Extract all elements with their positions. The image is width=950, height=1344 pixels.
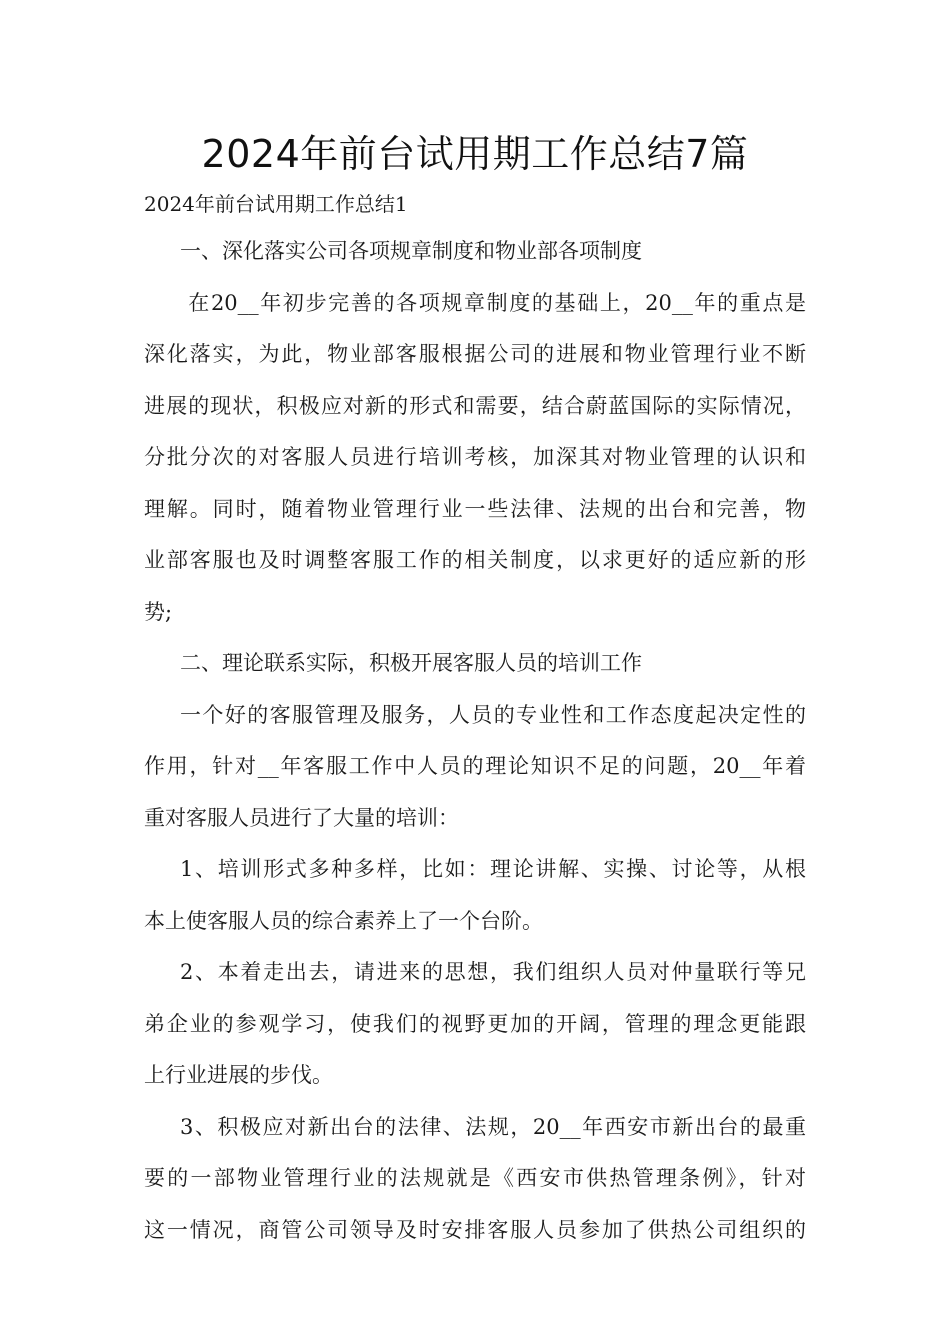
heading-2: 二、理论联系实际，积极开展客服人员的培训工作 <box>180 651 642 675</box>
section-title: 2024年前台试用期工作总结1 <box>144 192 408 216</box>
paragraph-line: 势; <box>144 599 173 624</box>
list-item-2-line: 上行业进展的步伐。 <box>144 1063 333 1087</box>
paragraph-line: 重对客服人员进行了大量的培训： <box>144 805 459 830</box>
document-title: 2024年前台试用期工作总结7篇 <box>201 132 749 176</box>
heading-1: 一、深化落实公司各项规章制度和物业部各项制度 <box>180 239 642 263</box>
paragraph-line: 理解。同时，随着物业管理行业一些法律、法规的出台和完善，物 <box>144 496 806 521</box>
paragraph-line: 分批分次的对客服人员进行培训考核，加深其对物业管理的认识和 <box>144 445 806 469</box>
list-item-3-line: 3、积极应对新出台的法律、法规，20__年西安市新出台的最重 <box>180 1114 806 1139</box>
list-item-3-line: 这一情况，商管公司领导及时安排客服人员参加了供热公司组织的 <box>144 1217 806 1242</box>
list-item-2-line: 弟企业的参观学习，使我们的视野更加的开阔，管理的理念更能跟 <box>144 1011 806 1036</box>
list-item-1-line: 本上使客服人员的综合素养上了一个台阶。 <box>144 908 543 933</box>
document-body <box>144 226 806 1256</box>
paragraph-line: 作用，针对__年客服工作中人员的理论知识不足的问题，20__年着 <box>144 754 806 778</box>
list-item-1-line: 1、培训形式多种多样，比如：理论讲解、实操、讨论等，从根 <box>180 857 806 881</box>
list-item-3-line: 要的一部物业管理行业的法规就是《西安市供热管理条例》，针对 <box>144 1166 806 1190</box>
paragraph-line: 一个好的客服管理及服务，人员的专业性和工作态度起决定性的 <box>180 702 806 727</box>
paragraph-line: 进展的现状，积极应对新的形式和需要，结合蔚蓝国际的实际情况， <box>144 393 806 418</box>
list-item-2-line: 2、本着走出去，请进来的思想，我们组织人员对仲量联行等兄 <box>180 960 806 984</box>
paragraph-line: 深化落实，为此，物业部客服根据公司的进展和物业管理行业不断 <box>144 342 806 366</box>
paragraph-line: 在20__年初步完善的各项规章制度的基础上，20__年的重点是 <box>180 290 806 315</box>
paragraph-line: 业部客服也及时调整客服工作的相关制度，以求更好的适应新的形 <box>144 548 806 572</box>
